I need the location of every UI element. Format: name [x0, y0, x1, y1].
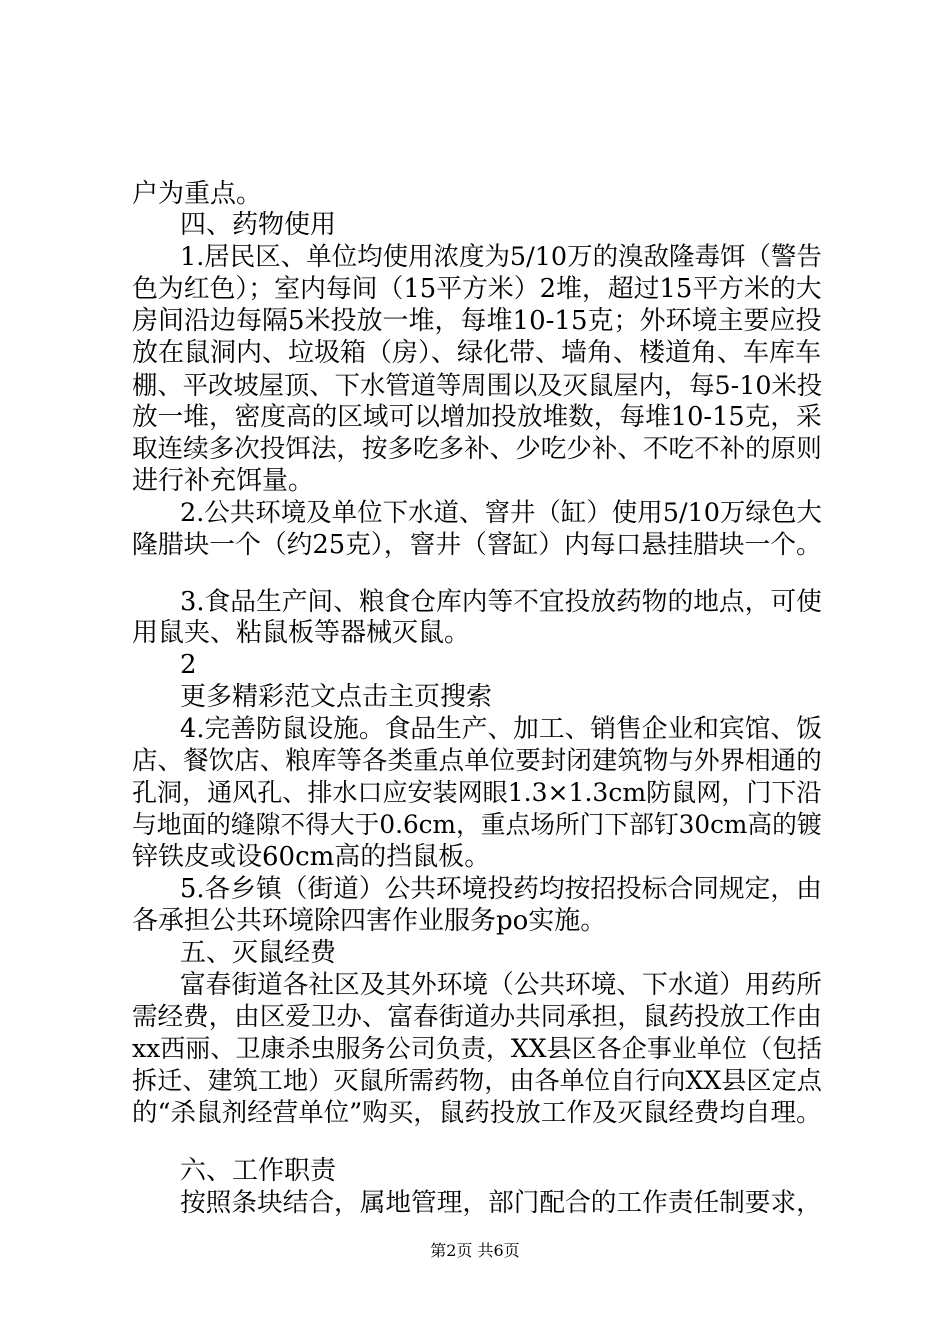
page-number-marker: 2: [180, 650, 197, 680]
text-line: 放一堆，密度高的区域可以增加投放堆数，每堆10-15克，采: [132, 402, 822, 432]
text-line: 用鼠夹、粘鼠板等器械灭鼠。: [132, 618, 471, 648]
text-line: xx西丽、卫康杀虫服务公司负责，XX县区各企事业单位（包括: [132, 1034, 823, 1063]
text-line: 1.居民区、单位均使用浓度为5/10万的溴敌隆毒饵（警告: [180, 242, 822, 272]
text-line: 3.食品生产间、粮食仓库内等不宜投放药物的地点，可使: [180, 587, 822, 617]
text-line: 富春街道各社区及其外环境（公共环境、下水道）用药所: [180, 970, 822, 1000]
text-line: 户为重点。: [132, 179, 263, 209]
text-line: 的“杀鼠剂经营单位”购买，鼠药投放工作及灭鼠经费均自理。: [132, 1098, 822, 1128]
text-line: 2.公共环境及单位下水道、窨井（缸）使用5/10万绿色大: [180, 498, 822, 528]
text-line: 放在鼠洞内、垃圾箱（房）、绿化带、墙角、楼道角、车库车: [132, 338, 822, 368]
section-heading: 六、工作职责: [180, 1156, 337, 1186]
text-line: 棚、平改坡屋顶、下水管道等周围以及灭鼠屋内，每5-10米投: [132, 370, 823, 400]
text-line: 各承担公共环境除四害作业服务po实施。: [132, 906, 607, 936]
text-line: 4.完善防鼠设施。食品生产、加工、销售企业和宾馆、饭: [180, 714, 822, 744]
text-line: 隆腊块一个（约25克），窨井（窨缸）内每口悬挂腊块一个。: [132, 530, 822, 560]
text-line: 店、餐饮店、粮库等各类重点单位要封闭建筑物与外界相通的: [132, 746, 822, 776]
page-footer: 第2页 共6页: [430, 1241, 520, 1260]
section-heading: 四、药物使用: [180, 210, 337, 240]
text-line: 需经费，由区爱卫办、富春街道办共同承担，鼠药投放工作由: [132, 1002, 822, 1032]
text-line: 进行补充饵量。: [132, 466, 315, 496]
promo-text: 更多精彩范文点击主页搜索: [180, 682, 493, 712]
text-line: 拆迁、建筑工地）灭鼠所需药物，由各单位自行向XX县区定点: [132, 1066, 822, 1095]
text-line: 锌铁皮或设60cm高的挡鼠板。: [132, 842, 491, 872]
section-heading: 五、灭鼠经费: [180, 938, 337, 968]
text-line: 孔洞，通风孔、排水口应安装网眼1.3×1.3cm防鼠网，门下沿: [132, 778, 822, 807]
text-line: 按照条块结合，属地管理，部门配合的工作责任制要求，: [180, 1188, 822, 1218]
text-line: 房间沿边每隔5米投放一堆，每堆10-15克；外环境主要应投: [132, 306, 822, 336]
text-line: 取连续多次投饵法，按多吃多补、少吃少补、不吃不补的原则: [132, 434, 822, 464]
text-line: 色为红色）；室内每间（15平方米）2堆，超过15平方米的大: [132, 274, 822, 304]
text-line: 与地面的缝隙不得大于0.6cm，重点场所门下部钉30cm高的镀: [132, 810, 822, 839]
text-line: 5.各乡镇（街道）公共环境投药均按招投标合同规定，由: [180, 874, 822, 904]
